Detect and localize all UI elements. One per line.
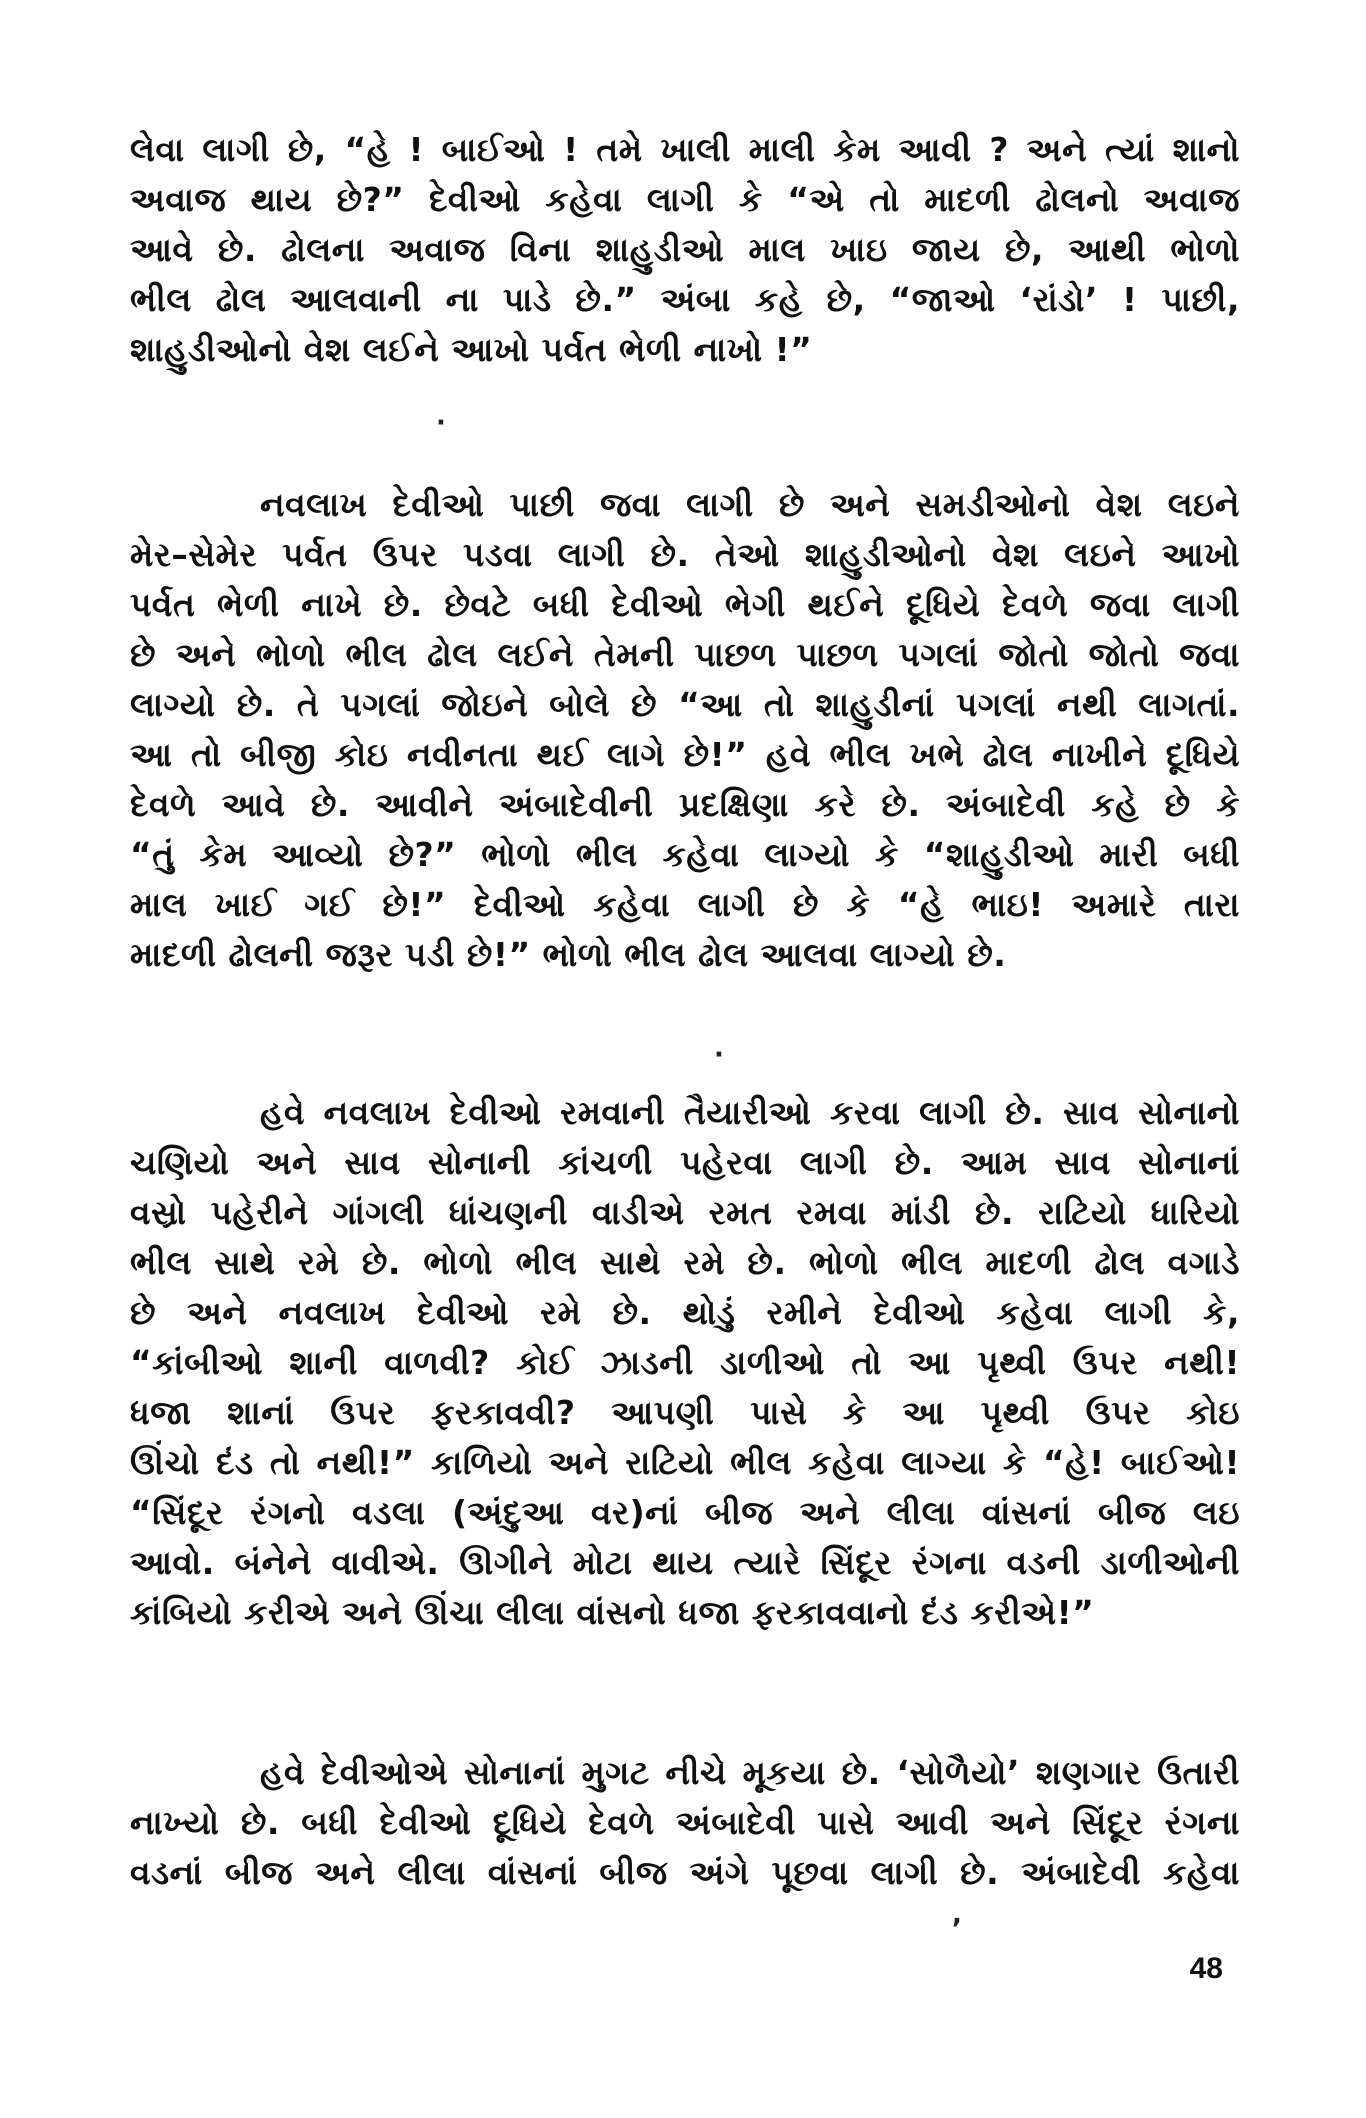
- text-line: નવલાખ દેવીઓ પાછી જવા લાગી છે અને સમડીઓનો વેશ લઇને: [260, 485, 1240, 524]
- print-speck: ·: [436, 408, 446, 438]
- paragraph-1: [130, 125, 1240, 375]
- text-line: છે અને ભોળો ભીલ ઢોલ લઈને તેમની પાછળ પાછળ પગલાં જોતો જોતો જવા: [130, 635, 1240, 674]
- text-line: આ તો બીજી કોઇ નવીનતા થઈ લાગે છે!” હવે ભીલ ખભે ઢોલ નાખીને દૂધિયે: [130, 735, 1240, 774]
- text-line: નાખ્યો છે. બધી દેવીઓ દૂધિયે દેવળે અંબાદેવી પાસે આવી અને સિંદૂર રંગના: [130, 1803, 1240, 1842]
- text-line: લેવા લાગી છે, “હે ! બાઈઓ ! તમે ખાલી માલી કેમ આવી ? અને ત્યાં શાનો: [130, 130, 1240, 169]
- text-line: “સિંદૂર રંગનો વડલા (અંદુઆ વર)નાં બીજ અને લીલા વાંસનાં બીજ લઇ: [130, 1493, 1240, 1532]
- text-line: છે અને નવલાખ દેવીઓ રમે છે. થોડું રમીને દેવીઓ કહેવા લાગી કે,: [130, 1293, 1240, 1332]
- text-line: દેવળે આવે છે. આવીને અંબાદેવીની પ્રદક્ષિણા કરે છે. અંબાદેવી કહે છે કે: [130, 785, 1240, 824]
- text-line: શાહુડીઓનો વેશ લઈને આખો પર્વત ભેળી નાખો !”: [130, 330, 813, 369]
- text-line: માલ ખાઈ ગઈ છે!” દેવીઓ કહેવા લાગી છે કે “હે ભાઇ! અમારે તારા: [130, 885, 1240, 924]
- text-line: “કાંબીઓ શાની વાળવી? કોઈ ઝાડની ડાળીઓ તો આ પૃથ્વી ઉપર નથી!: [130, 1343, 1240, 1382]
- text-line: વડનાં બીજ અને લીલા વાંસનાં બીજ અંગે પૂછવા લાગી છે. અંબાદેવી કહેવા: [130, 1853, 1240, 1892]
- text-line: માદળી ઢોલની જરૂર પડી છે!” ભોળો ભીલ ઢોલ આલવા લાગ્યો છે.: [130, 935, 1007, 974]
- text-line: “તું કેમ આવ્યો છે?” ભોળો ભીલ કહેવા લાગ્યો કે “શાહુડીઓ મારી બધી: [130, 835, 1240, 874]
- text-line: વસ્રો પહેરીને ગાંગલી ધાંચણની વાડીએ રમત રમવા માંડી છે. રાટિયો ધારિયો: [130, 1193, 1240, 1232]
- print-speck: ,: [952, 1900, 962, 1930]
- text-line: ઊંચો દંડ તો નથી!” કાળિયો અને રાટિયો ભીલ કહેવા લાગ્યા કે “હે! બાઈઓ!: [130, 1443, 1240, 1482]
- text-line: કાંબિયો કરીએ અને ઊંચા લીલા વાંસનો ધજા ફરકાવવાનો દંડ કરીએ!”: [130, 1593, 1095, 1632]
- text-line: પર્વત ભેળી નાખે છે. છેવટે બધી દેવીઓ ભેગી થઈને દૂધિયે દેવળે જવા લાગી: [130, 585, 1240, 624]
- print-speck: ·: [714, 1040, 724, 1070]
- text-line: આવો. બંનેને વાવીએ. ઊગીને મોટા થાય ત્યારે સિંદૂર રંગના વડની ડાળીઓની: [130, 1543, 1240, 1582]
- text-line: હવે નવલાખ દેવીઓ રમવાની તૈયારીઓ કરવા લાગી છે. સાવ સોનાનો: [260, 1093, 1240, 1132]
- text-line: ચણિયો અને સાવ સોનાની કાંચળી પહેરવા લાગી છે. આમ સાવ સોનાનાં: [130, 1143, 1240, 1182]
- text-line: અવાજ થાય છે?” દેવીઓ કહેવા લાગી કે “એ તો માદળી ઢોલનો અવાજ: [130, 180, 1240, 219]
- paragraph-4: [130, 1748, 1240, 1898]
- text-line: આવે છે. ઢોલના અવાજ વિના શાહુડીઓ માલ ખાઇ જાય છે, આથી ભોળો: [130, 230, 1240, 269]
- paragraph-3: [130, 1088, 1240, 1638]
- text-line: મેર–સેમેર પર્વત ઉપર પડવા લાગી છે. તેઓ શાહુડીઓનો વેશ લઇને આખો: [130, 535, 1240, 574]
- text-line: હવે દેવીઓએ સોનાનાં મુગટ નીચે મૂકયા છે. ‘સોળૈયો’ શણગાર ઉતારી: [260, 1753, 1240, 1792]
- page-number: 48: [1189, 1952, 1223, 1985]
- text-line: લાગ્યો છે. તે પગલાં જોઇને બોલે છે “આ તો શાહુડીનાં પગલાં નથી લાગતાં.: [130, 685, 1240, 724]
- text-line: ભીલ ઢોલ આલવાની ના પાડે છે.” અંબા કહે છે, “જાઓ ‘રાંડો’ ! પાછી,: [130, 280, 1240, 319]
- text-line: ભીલ સાથે રમે છે. ભોળો ભીલ સાથે રમે છે. ભોળો ભીલ માદળી ઢોલ વગાડે: [130, 1243, 1240, 1282]
- paragraph-2: [130, 480, 1240, 980]
- text-line: ધજા શાનાં ઉપર ફરકાવવી? આપણી પાસે કે આ પૃથ્વી ઉપર કોઇ: [130, 1393, 1240, 1432]
